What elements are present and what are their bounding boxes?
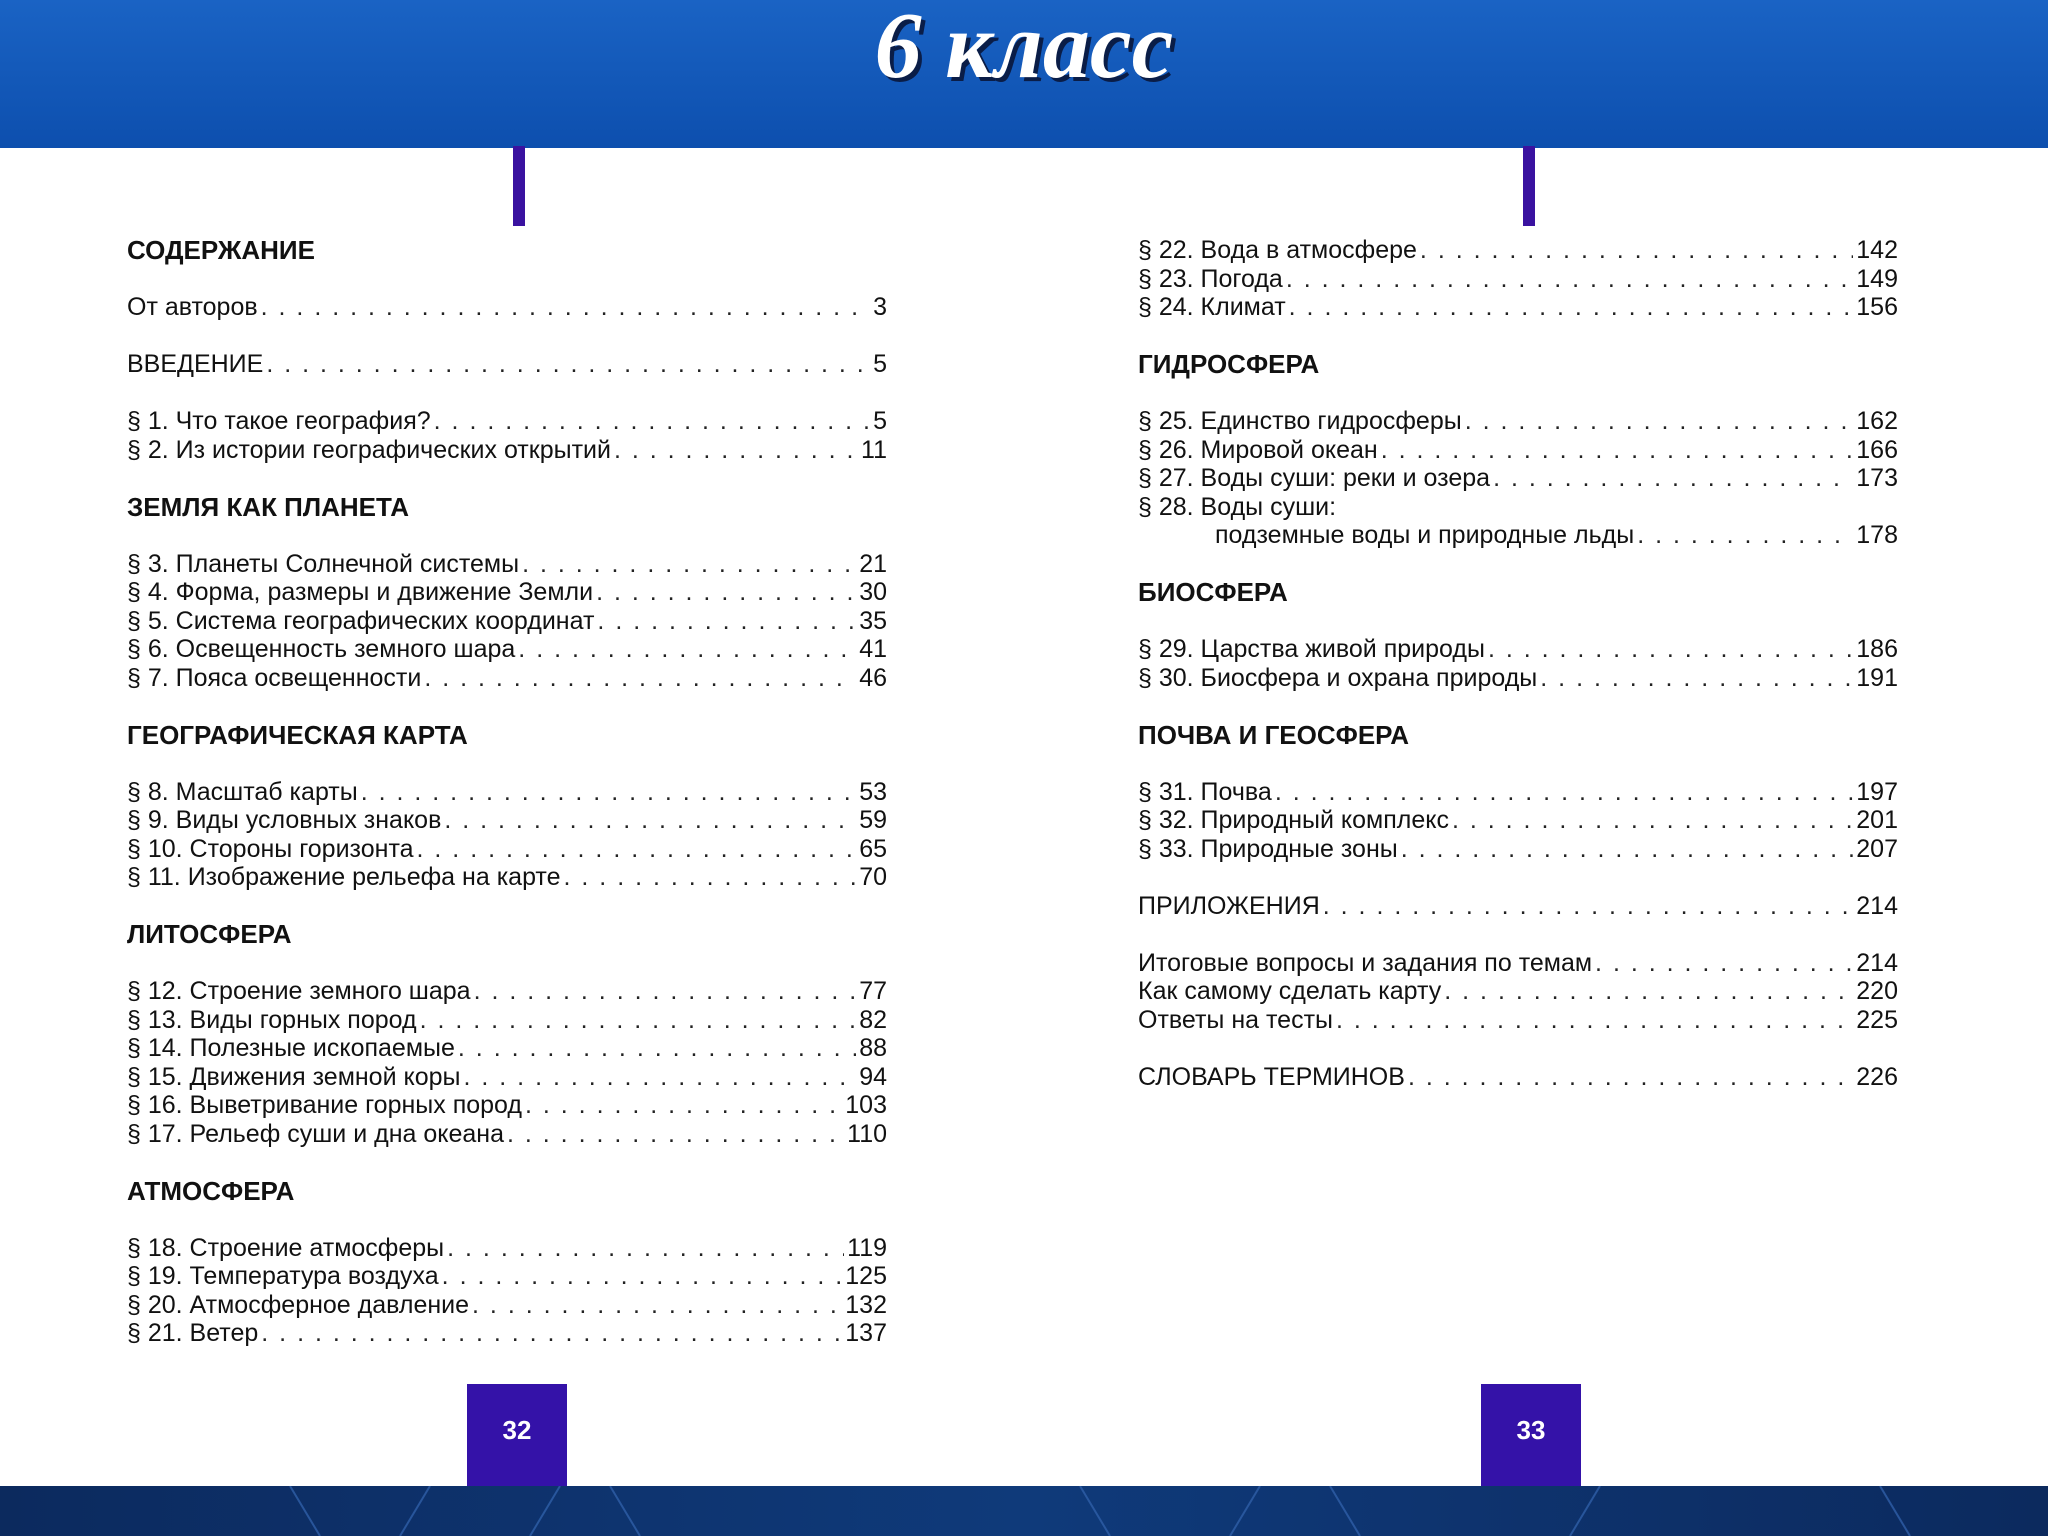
section-heading: АТМОСФЕРА bbox=[127, 1175, 295, 1206]
toc-row: § 20. Атмосферное давление . . . 132 bbox=[127, 1291, 887, 1320]
toc-row: § 29. Царства живой природы . . . 186 bbox=[1138, 635, 1898, 664]
section-heading: ПОЧВА И ГЕОСФЕРА bbox=[1138, 719, 1410, 750]
toc-row: § 12. Строение земного шара . . . 77 bbox=[127, 977, 887, 1006]
page-title: 6 класс bbox=[874, 0, 1174, 98]
toc-row: § 31. Почва . . . 197 bbox=[1138, 778, 1898, 807]
toc-row: § 8. Масштаб карты . . . 53 bbox=[127, 778, 887, 807]
toc-title: СОДЕРЖАНИЕ bbox=[127, 235, 315, 265]
toc-row: Итоговые вопросы и задания по темам . . . 214 bbox=[1138, 949, 1898, 978]
toc-row: § 17. Рельеф суши и дна океана . . . 110 bbox=[127, 1120, 887, 1149]
toc-row: § 25. Единство гидросферы . . . 162 bbox=[1138, 407, 1898, 436]
toc-row: § 3. Планеты Солнечной системы . . . 21 bbox=[127, 550, 887, 579]
toc-row-glossary: СЛОВАРЬ ТЕРМИНОВ . . . 226 bbox=[1138, 1063, 1898, 1092]
toc-row: § 7. Пояса освещенности . . . 46 bbox=[127, 664, 887, 693]
left-page-toc bbox=[127, 236, 887, 1376]
toc-row-intro: ВВЕДЕНИЕ . . . 5 bbox=[127, 350, 887, 379]
toc-row: § 24. Климат . . . 156 bbox=[1138, 293, 1898, 322]
toc-row: § 2. Из истории географических открытий . . . 11 bbox=[127, 436, 887, 465]
right-spine-bar bbox=[1523, 146, 1535, 226]
toc-row: § 22. Вода в атмосфере . . . 142 bbox=[1138, 236, 1898, 265]
section-heading: ГИДРОСФЕРА bbox=[1138, 349, 1320, 379]
toc-row-from-authors: От авторов . . . 3 bbox=[127, 293, 887, 322]
page-number-right: 33 bbox=[1481, 1384, 1581, 1486]
toc-row: § 27. Воды суши: реки и озера . . . 173 bbox=[1138, 464, 1898, 493]
toc-row: § 23. Погода . . . 149 bbox=[1138, 265, 1898, 294]
toc-row: § 28. Воды суши: bbox=[1138, 492, 1337, 521]
toc-row: § 10. Стороны горизонта . . . 65 bbox=[127, 835, 887, 864]
toc-row: § 5. Система географических координат . . . 35 bbox=[127, 607, 887, 636]
section-heading: ЛИТОСФЕРА bbox=[127, 919, 292, 949]
toc-row: § 14. Полезные ископаемые . . . 88 bbox=[127, 1034, 887, 1063]
toc-row: § 30. Биосфера и охрана природы . . . 191 bbox=[1138, 664, 1898, 693]
toc-row-appendix: ПРИЛОЖЕНИЯ . . . 214 bbox=[1138, 892, 1898, 921]
left-spine-bar bbox=[513, 146, 525, 226]
header-banner bbox=[0, 0, 2048, 148]
toc-row: § 16. Выветривание горных пород . . . 103 bbox=[127, 1091, 887, 1120]
toc-row: § 18. Строение атмосферы . . . 119 bbox=[127, 1234, 887, 1263]
section-heading: ЗЕМЛЯ КАК ПЛАНЕТА bbox=[127, 491, 410, 522]
toc-row: § 26. Мировой океан . . . 166 bbox=[1138, 436, 1898, 465]
footer-pattern bbox=[0, 1486, 2048, 1536]
toc-row: § 6. Освещенность земного шара . . . 41 bbox=[127, 635, 887, 664]
toc-row: Как самому сделать карту . . . 220 bbox=[1138, 977, 1898, 1006]
toc-row: § 9. Виды условных знаков . . . 59 bbox=[127, 806, 887, 835]
section-heading: БИОСФЕРА bbox=[1138, 577, 1288, 607]
footer-bar bbox=[0, 1486, 2048, 1536]
toc-row: § 21. Ветер . . . 137 bbox=[127, 1319, 887, 1348]
toc-row: § 4. Форма, размеры и движение Земли . . . 30 bbox=[127, 578, 887, 607]
toc-row: § 33. Природные зоны . . . 207 bbox=[1138, 835, 1898, 864]
page-number-left: 32 bbox=[467, 1384, 567, 1486]
toc-row: подземные воды и природные льды . . . 178 bbox=[1138, 521, 1898, 550]
toc-row: § 32. Природный комплекс . . . 201 bbox=[1138, 806, 1898, 835]
toc-row: § 19. Температура воздуха . . . 125 bbox=[127, 1262, 887, 1291]
section-heading: ГЕОГРАФИЧЕСКАЯ КАРТА bbox=[127, 719, 468, 750]
toc-row: § 11. Изображение рельефа на карте . . . 70 bbox=[127, 863, 887, 892]
toc-row: § 13. Виды горных пород . . . 82 bbox=[127, 1006, 887, 1035]
toc-row: § 1. Что такое география? . . . 5 bbox=[127, 407, 887, 436]
toc-row: § 15. Движения земной коры . . . 94 bbox=[127, 1063, 887, 1092]
right-page-toc bbox=[1138, 236, 1898, 1120]
toc-row: Ответы на тесты . . . 225 bbox=[1138, 1006, 1898, 1035]
